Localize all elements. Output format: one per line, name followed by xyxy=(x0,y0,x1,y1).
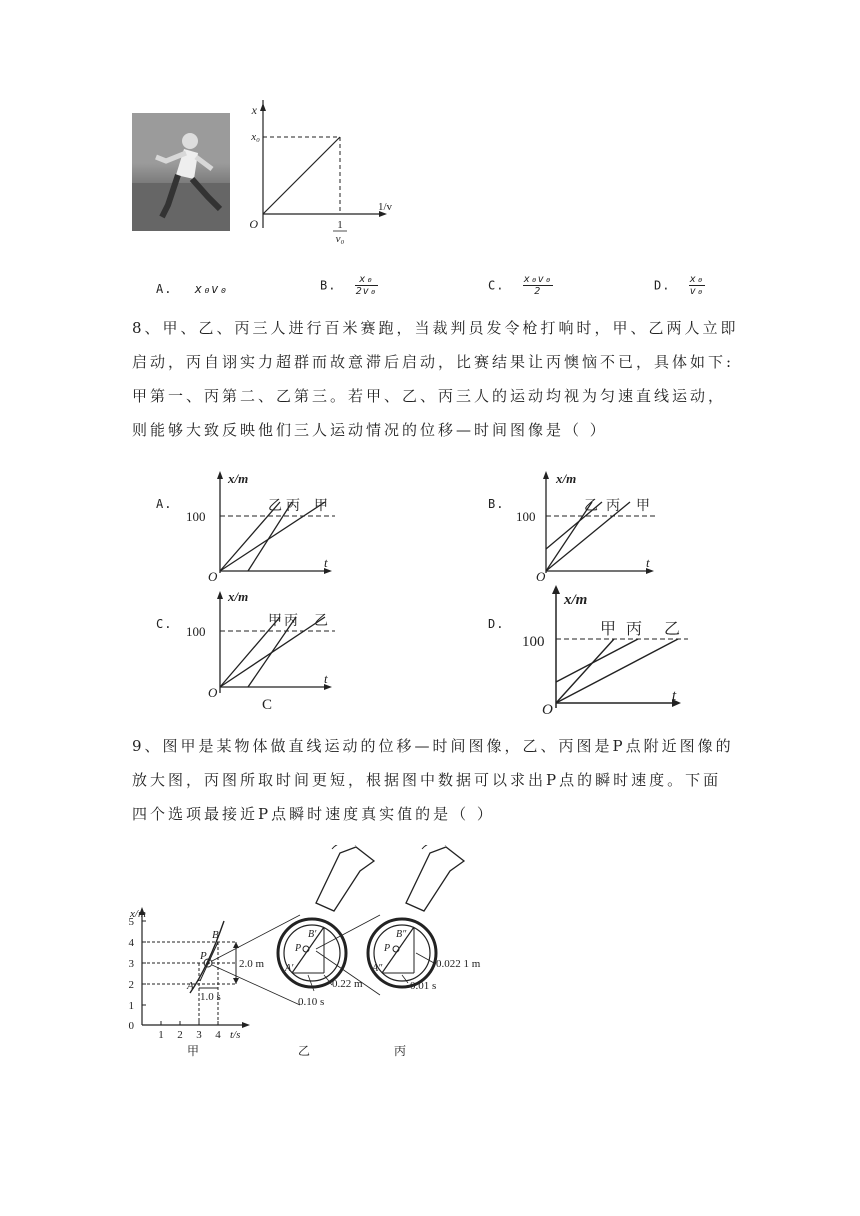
svg-text:t: t xyxy=(324,671,328,686)
svg-text:乙: 乙 xyxy=(584,499,598,514)
svg-text:x/m: x/m xyxy=(130,908,146,920)
svg-text:x/m: x/m xyxy=(564,592,588,608)
q7-option-a[interactable]: A. x₀v₀ xyxy=(156,282,228,296)
q7-y-mark: x₀ xyxy=(251,131,260,143)
q8-graph-d xyxy=(510,580,690,715)
svg-text:100: 100 xyxy=(186,509,206,524)
svg-text:B″: B″ xyxy=(396,929,407,940)
svg-text:0: 0 xyxy=(128,1020,134,1032)
svg-text:2: 2 xyxy=(128,979,134,991)
svg-text:乙: 乙 xyxy=(314,614,328,629)
q7-x-mark-num: 1 xyxy=(337,219,343,231)
svg-text:0.10 s: 0.10 s xyxy=(298,996,325,1008)
q7-origin: O xyxy=(249,217,258,231)
svg-text:1.0 s: 1.0 s xyxy=(200,991,221,1003)
svg-text:0.022 1 m: 0.022 1 m xyxy=(436,958,481,970)
svg-text:乙: 乙 xyxy=(664,621,681,638)
q7-y-label: x xyxy=(251,103,257,117)
svg-text:甲: 甲 xyxy=(600,621,617,638)
svg-text:100: 100 xyxy=(186,624,206,639)
q8-answer-mark: C xyxy=(262,697,273,713)
q8-graph-a xyxy=(180,465,340,585)
svg-text:A″: A″ xyxy=(372,963,383,974)
svg-text:丙: 丙 xyxy=(606,499,620,514)
q7-option-d[interactable]: D. $\frac{\text{x₀}}{\text{v₀}}$ xyxy=(654,274,704,297)
runner-figure-icon xyxy=(132,113,230,231)
q8-option-d[interactable]: D. xyxy=(488,617,505,631)
svg-text:t: t xyxy=(672,688,677,704)
svg-text:t: t xyxy=(646,555,650,570)
svg-text:B′: B′ xyxy=(308,929,317,940)
svg-text:100: 100 xyxy=(516,509,536,524)
svg-text:丙: 丙 xyxy=(284,614,298,629)
svg-text:t: t xyxy=(324,555,328,570)
svg-text:甲: 甲 xyxy=(314,499,328,514)
svg-text:A′: A′ xyxy=(285,963,294,974)
magnifier-icon-2 xyxy=(368,845,481,1058)
q9-graph-jia xyxy=(129,907,265,1058)
magnifier-icon xyxy=(278,845,374,1058)
svg-text:1: 1 xyxy=(128,1000,134,1012)
svg-text:4: 4 xyxy=(128,937,134,949)
svg-text:3: 3 xyxy=(196,1029,202,1041)
svg-text:0.01 s: 0.01 s xyxy=(410,980,437,992)
svg-text:甲: 甲 xyxy=(187,1044,200,1058)
q8-graph-c xyxy=(180,585,340,705)
q7-x-label: 1/v xyxy=(377,201,393,213)
q8-question: 8、甲、乙、丙三人进行百米赛跑，当裁判员发令枪打响时，甲、乙两人立即 启动，丙自诩实力超群而故意滞后启动，比赛结果让丙懊恼不已，具体如下: 甲第一、丙第二、乙第三。若甲、乙、丙三人的运动均视为匀速直线运动， 则能够大致反映他们三人运动情况的位移—时间图像是（ ） xyxy=(132,319,739,439)
svg-text:O: O xyxy=(536,569,546,584)
svg-text:丙: 丙 xyxy=(286,499,300,514)
svg-text:丙: 丙 xyxy=(394,1044,407,1058)
svg-text:3: 3 xyxy=(128,958,134,970)
svg-text:x/m: x/m xyxy=(556,471,577,486)
svg-text:P: P xyxy=(384,943,391,954)
svg-text:B: B xyxy=(212,929,219,941)
svg-text:0.22 m: 0.22 m xyxy=(332,978,363,990)
q8-option-b[interactable]: B. xyxy=(488,497,505,511)
q7-x-mark-den: v₀ xyxy=(335,233,345,245)
q8-option-a[interactable]: A. xyxy=(156,497,173,511)
svg-text:O: O xyxy=(208,685,218,700)
svg-text:P: P xyxy=(200,950,207,962)
q7-option-b[interactable]: B. $\frac{\text{x₀}}{\text{2v₀}}$ xyxy=(320,274,377,297)
svg-text:t/s: t/s xyxy=(230,1029,241,1041)
svg-text:5: 5 xyxy=(128,916,134,928)
svg-text:2.0 m: 2.0 m xyxy=(239,958,265,970)
svg-text:x/m: x/m xyxy=(228,471,249,486)
q7-line xyxy=(263,137,340,214)
svg-text:乙: 乙 xyxy=(268,499,282,514)
svg-text:x/m: x/m xyxy=(228,589,249,604)
svg-text:100: 100 xyxy=(522,634,545,650)
q8-graph-b xyxy=(510,465,670,585)
svg-text:O: O xyxy=(208,569,218,584)
svg-text:A: A xyxy=(187,980,194,992)
svg-text:甲: 甲 xyxy=(268,614,282,629)
svg-text:P: P xyxy=(295,943,302,954)
svg-text:2: 2 xyxy=(177,1029,183,1041)
svg-text:丙: 丙 xyxy=(626,621,643,638)
svg-text:4: 4 xyxy=(215,1029,221,1041)
svg-text:O: O xyxy=(542,702,553,715)
q8-option-c[interactable]: C. xyxy=(156,617,173,631)
runner-photo xyxy=(132,113,230,231)
svg-text:1: 1 xyxy=(158,1029,164,1041)
svg-text:乙: 乙 xyxy=(298,1044,311,1058)
svg-text:甲: 甲 xyxy=(636,499,650,514)
q9-question: 9、图甲是某物体做直线运动的位移—时间图像，乙、丙图是P点附近图像的 放大图，丙图所取时间更短，根据图中数据可以求出P点的瞬时速度。下面 四个选项最接近P点瞬时速度真实值的是（ ） xyxy=(132,737,734,823)
q7-option-c[interactable]: C. $\frac{\text{x₀v₀}}{2}$ xyxy=(488,274,552,297)
q9-figure xyxy=(120,845,540,1070)
q7-graph xyxy=(245,100,395,250)
